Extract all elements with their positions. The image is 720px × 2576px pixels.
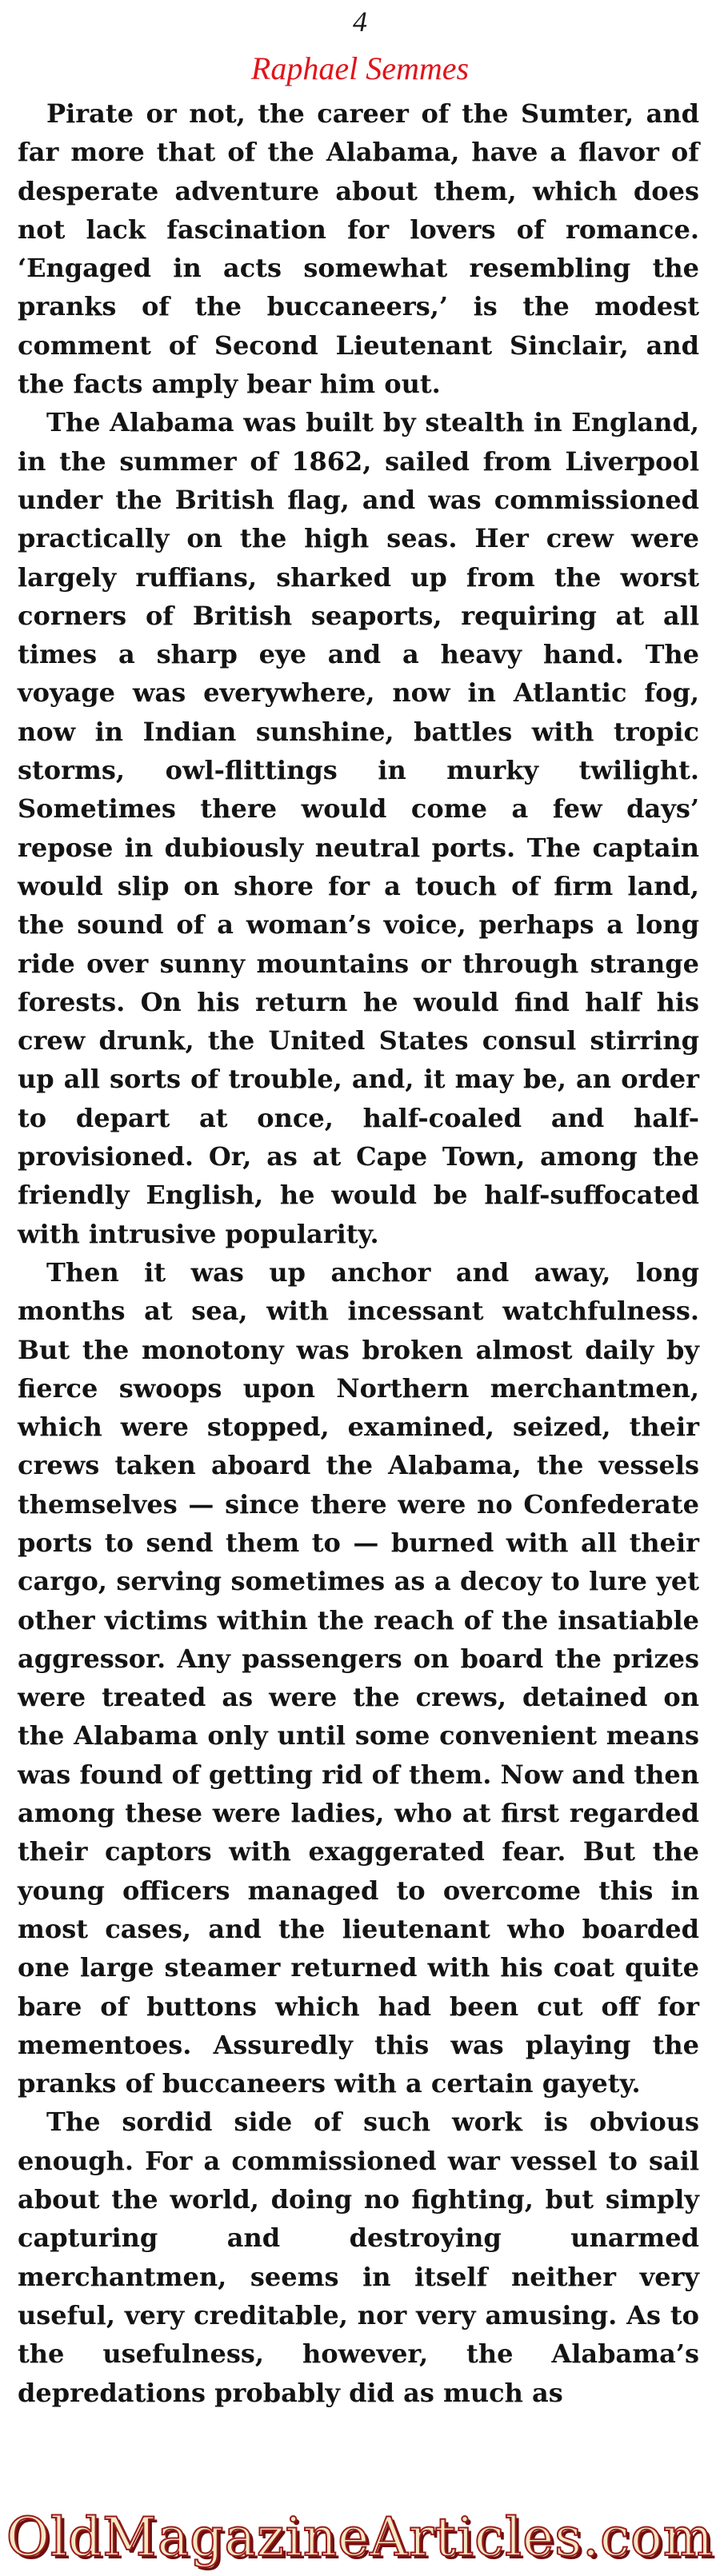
article-body	[18, 94, 699, 2412]
paragraph: The Alabama was built by stealth in England, in the summer of 1862, sailed from Liverpool under the British flag, and was commissioned practically on the high seas. Her crew were largely ruffians, sharked up from the worst corners of British seaports, requiring at all times a sharp eye and a heavy hand. The voyage was everywhere, now in Atlantic fog, now in Indian sunshine, battles with tropic storms, owl-flittings in murky twilight. Sometimes there would come a few days’ repose in dubiously neutral ports. The captain would slip on shore for a touch of firm land, the sound of a woman’s voice, perhaps a long ride over sunny mountains or through strange forests. On his return he would find half his crew drunk, the United States consul stirring up all sorts of trouble, and, it may be, an order to depart at once, half-coaled and half-provisioned. Or, as at Cape Town, among the friendly English, he would be half-suffocated with intrusive popularity.	[18, 407, 699, 1249]
site-footer	[0, 2495, 720, 2576]
page-number: 4	[353, 6, 367, 38]
article-title: Raphael Semmes	[250, 50, 470, 86]
site-logo-text: OldMagazineArticles.com	[6, 2506, 714, 2568]
paragraph: Then it was up anchor and away, long months at sea, with incessant watchfulness. But the monotony was broken almost daily by fierce swoops upon Northern merchantmen, which were stopped, examined, seized, their crews taken aboard the Alabama, the vessels themselves — since there were no Confederate ports to send them to — burned with all their cargo, serving sometimes as a decoy to lure yet other victims within the reach of the insatiable aggressor. Any passengers on board the prizes were treated as were the crews, detained on the Alabama only until some convenient means was found of getting rid of them. Now and then among these were ladies, who at first regarded their captors with exaggerated fear. But the young officers managed to overcome this in most cases, and the lieutenant who boarded one large steamer returned with his coat quite bare of buttons which had been cut off for mementoes. Assuredly this was playing the pranks of buccaneers with a certain gayety.	[18, 1256, 699, 2099]
paragraph: Pirate or not, the career of the Sumter, and far more that of the Alabama, have a flavor of desperate adventure about them, which does not lack fascination for lovers of romance. ‘Engaged in acts somewhat resembling the pranks of the buccaneers,’ is the modest comment of Second Lieutenant Sinclair, and the facts amply bear him out.	[18, 98, 699, 400]
paragraph: The sordid side of such work is obvious enough. For a commissioned war vessel to sail about the world, doing no fighting, but simply capturing and destroying unarmed merchantmen, seems in itself neither very useful, very creditable, nor very amusing. As to the usefulness, however, the Alabama’s depredations probably did as much as	[18, 2107, 699, 2408]
